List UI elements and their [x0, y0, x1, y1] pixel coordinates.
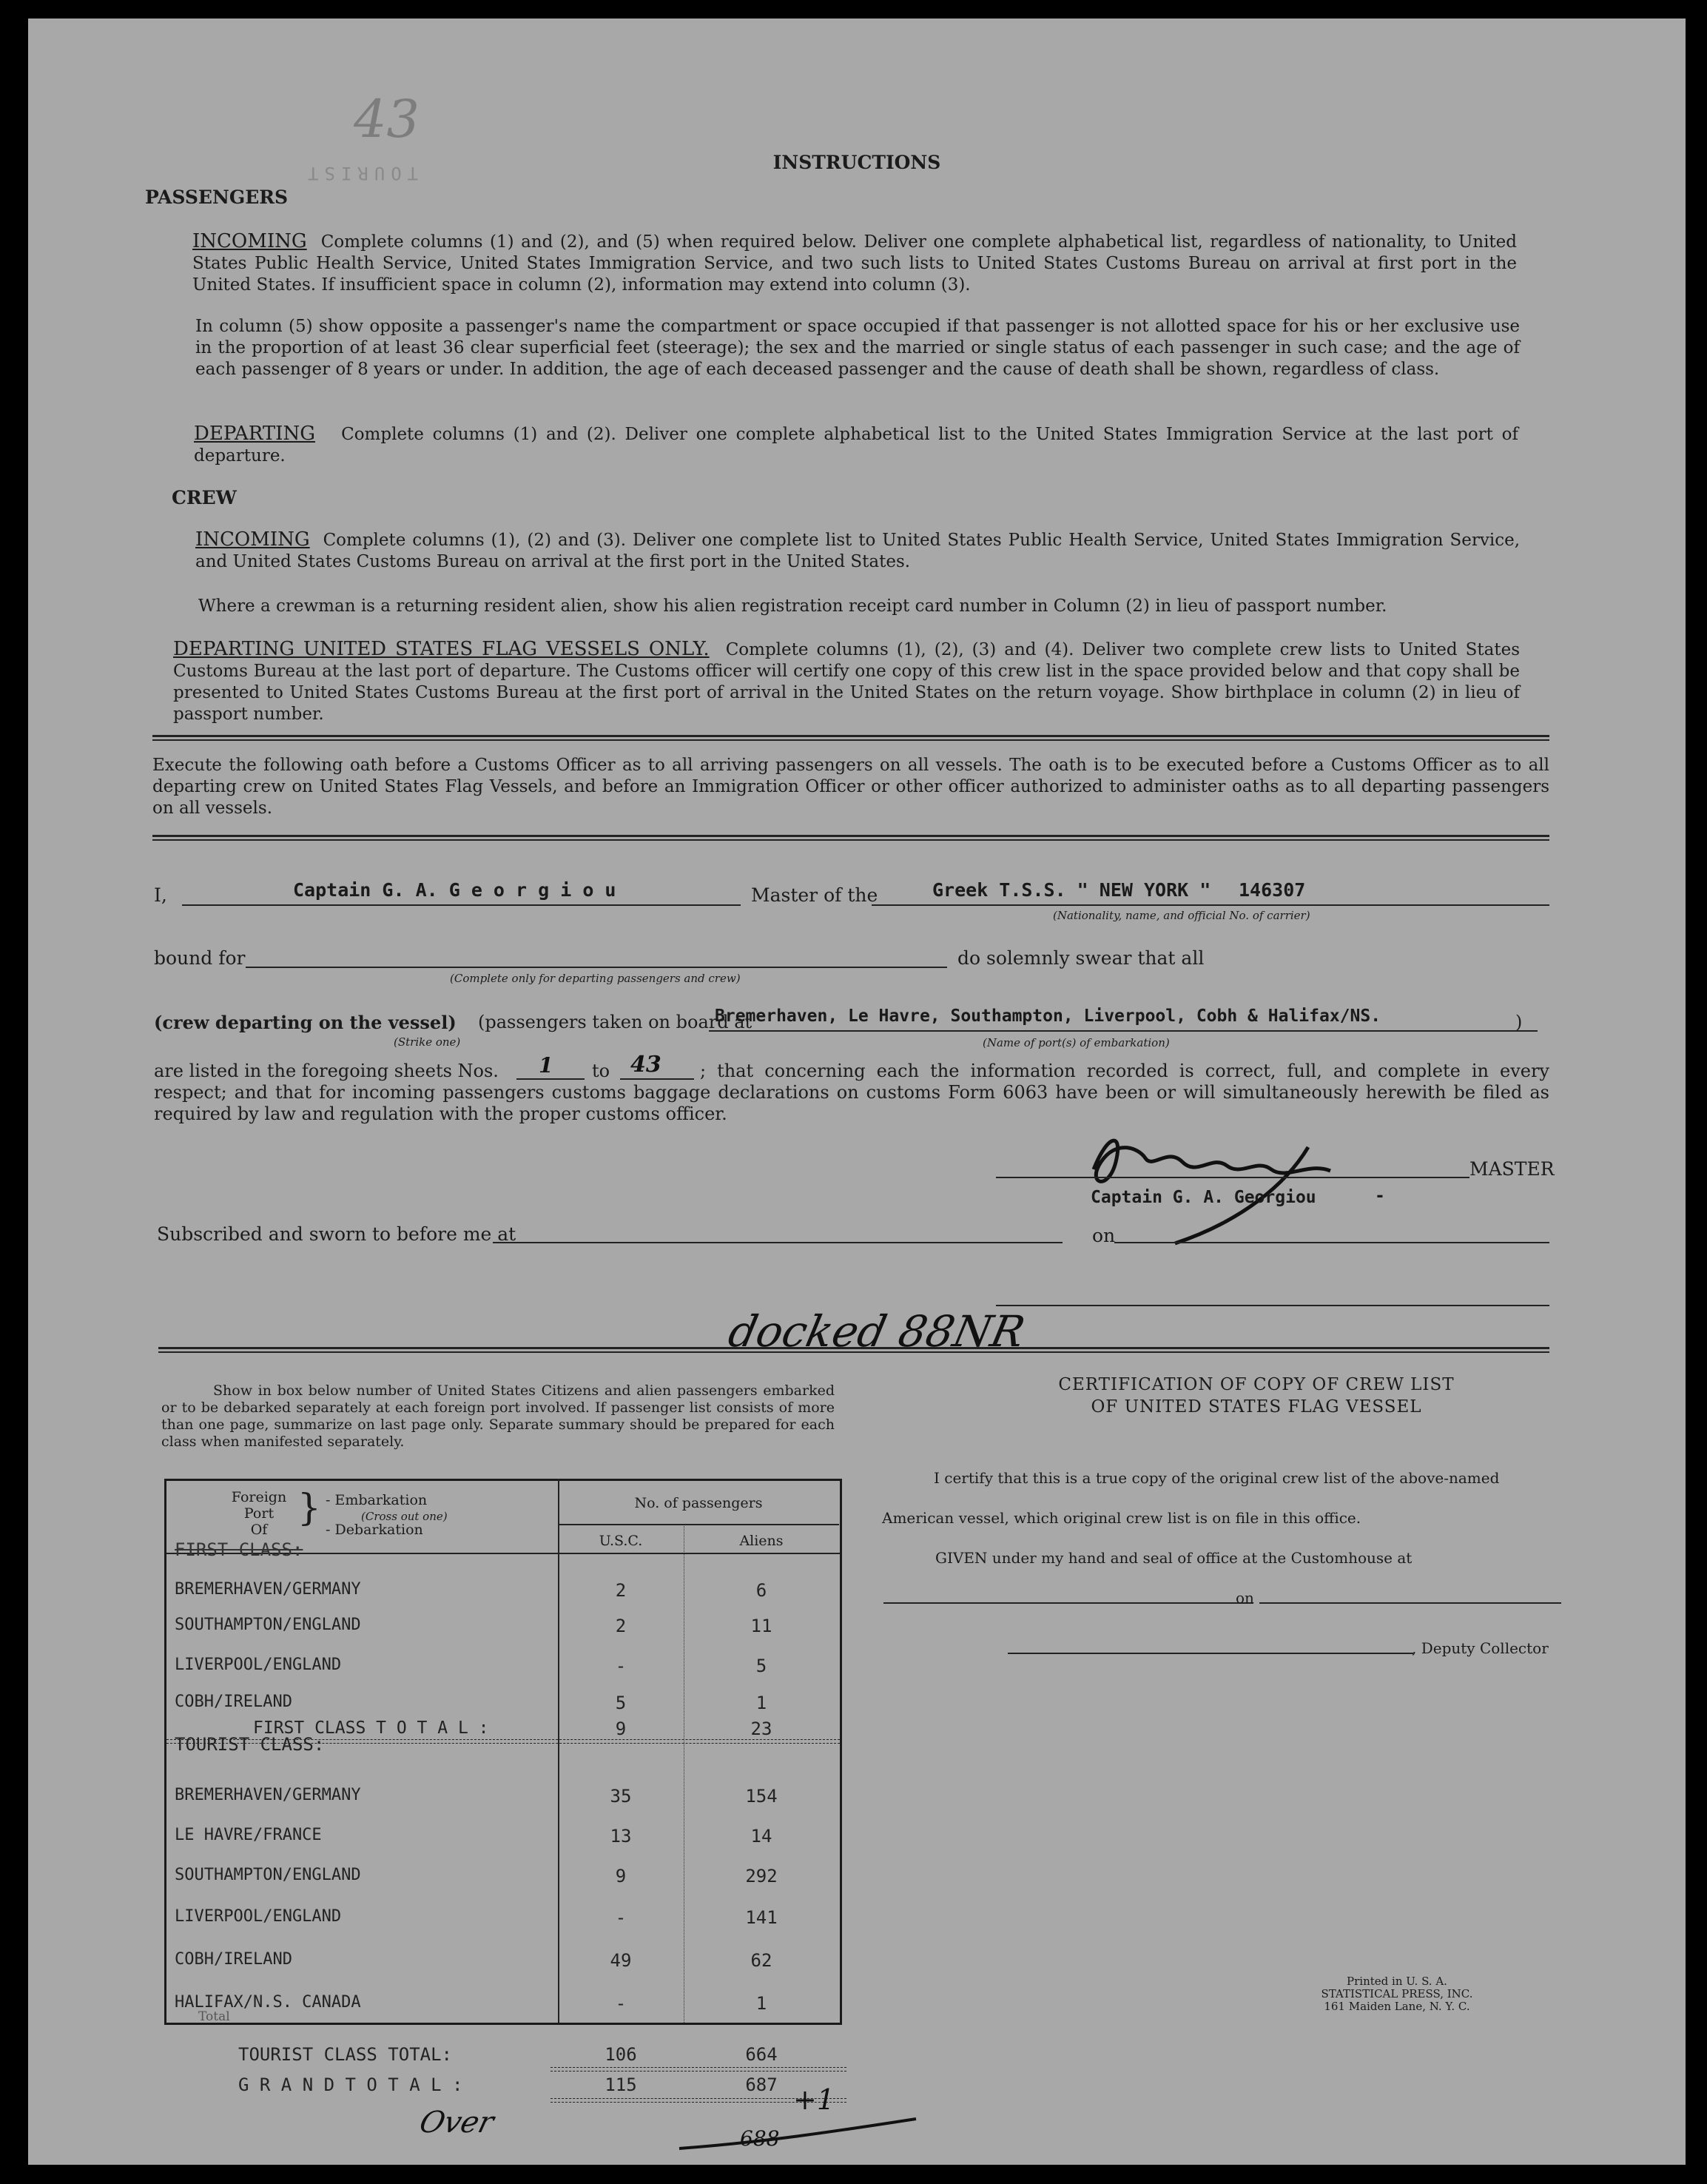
- master-name: Captain G. A. G e o r g i o u: [293, 879, 616, 901]
- row-aliens: 1: [755, 1693, 767, 1713]
- subscribed-on-label: on: [1092, 1225, 1116, 1246]
- crew-departing-text: Complete columns (1), (2), (3) and (4). Deliver two complete crew lists to United States Customs Bureau at the last port of departure. The Customs officer will certify one copy of this crew list in the space provided below and that copy shall be presented to United States Customs Bureau at the first port of arrival in the United States on the return voyage. Show birthplace in column (2) in lieu of passport number.: [173, 640, 1520, 724]
- row-usc: -: [615, 1907, 627, 1928]
- table-col-divider: [558, 1479, 559, 2023]
- row-usc: -: [615, 1656, 627, 1676]
- row-port: HALIFAX/N.S. CANADA: [175, 1993, 361, 2012]
- header-no-passengers: No. of passengers: [634, 1495, 763, 1511]
- row-port: COBH/IRELAND: [175, 1693, 292, 1711]
- close-paren: ): [1515, 1012, 1523, 1032]
- strike-caption: (Strike one): [394, 1035, 461, 1049]
- row-port: LE HAVRE/FRANCE: [175, 1826, 322, 1844]
- header-brace: }: [297, 1486, 321, 1529]
- bound-for-caption: (Complete only for departing passengers and crew): [450, 972, 741, 985]
- handwritten-note: docked 88NR: [724, 1306, 1030, 1357]
- ports-of-embarkation: Bremerhaven, Le Havre, Southampton, Liverpool, Cobh & Halifax/NS.: [715, 1007, 1381, 1026]
- handwritten-sum-stroke: [672, 2113, 923, 2157]
- row-port: LIVERPOOL/ENGLAND: [175, 1656, 342, 1674]
- header-port-line: Port: [243, 1505, 275, 1522]
- row-rule: [551, 2067, 846, 2068]
- row-usc: 35: [610, 1786, 632, 1807]
- document-page: [28, 19, 1686, 2165]
- vessel-name: Greek T.S.S. " NEW YORK ": [932, 879, 1211, 901]
- row-aliens: 5: [755, 1656, 767, 1676]
- sheet-from: 1: [539, 1053, 553, 1078]
- divider: [158, 1351, 1549, 1353]
- cert-title-line1: CERTIFICATION OF COPY OF CREW LIST: [1058, 1375, 1455, 1394]
- header-port: [222, 1489, 296, 1538]
- i-label: I,: [154, 884, 167, 906]
- crew-departing-label: DEPARTING UNITED STATES FLAG VESSELS ONLY.: [173, 638, 710, 660]
- row-port: SOUTHAMPTON/ENGLAND: [175, 1616, 361, 1634]
- oath-intro: Execute the following oath before a Customs Officer as to all arriving passengers on all vessels. The oath is to be executed before a Customs Officer as to all departing crew on United States Flag Vessels, and before an Immigration Officer or other officer authorized to administer oaths as to all departing passengers on all vessels.: [152, 756, 1549, 818]
- vessel-official-no: 146307: [1239, 879, 1306, 901]
- to-label: to: [592, 1061, 610, 1081]
- crew-departing-block: [173, 639, 1520, 725]
- table-header-line: [558, 1524, 839, 1525]
- row-usc: 13: [610, 1826, 632, 1847]
- subscribed-date-line: [1114, 1242, 1549, 1243]
- header-debark: - Debarkation: [326, 1522, 423, 1538]
- tourist-class-label: TOURIST CLASS:: [175, 1734, 325, 1755]
- bound-for-label: bound for: [154, 947, 246, 969]
- vessel-caption: (Nationality, name, and official No. of carrier): [1053, 909, 1310, 922]
- subscribed-place-line: [493, 1242, 1063, 1243]
- row-port: BREMERHAVEN/GERMANY: [175, 1580, 361, 1599]
- passengers-incoming-label: INCOMING: [192, 230, 307, 252]
- header-usc: U.S.C.: [599, 1533, 643, 1549]
- cert-text1: I certify that this is a true copy of the original crew list of the above-named: [934, 1469, 1500, 1487]
- passengers-heading: PASSENGERS: [145, 187, 289, 208]
- passengers-taken-option: (passengers taken on board at: [478, 1012, 753, 1032]
- first-total-usc: 9: [615, 1718, 627, 1739]
- row-aliens: 141: [745, 1907, 778, 1928]
- deputy-label: , Deputy Collector: [1412, 1639, 1549, 1657]
- master-of-label: Master of the: [751, 884, 878, 906]
- row-rule: [551, 2071, 846, 2072]
- cert-on-label: on: [1236, 1589, 1254, 1607]
- row-usc: -: [615, 1993, 627, 2014]
- row-usc: 5: [615, 1693, 627, 1713]
- row-usc: 49: [610, 1950, 632, 1971]
- ports-caption: (Name of port(s) of embarkation): [983, 1036, 1170, 1049]
- row-aliens: 154: [745, 1786, 778, 1807]
- tourist-total-aliens: 664: [745, 2044, 778, 2065]
- divider: [152, 739, 1549, 741]
- swear-label: do solemnly swear that all: [957, 947, 1205, 969]
- row-port: LIVERPOOL/ENGLAND: [175, 1907, 342, 1926]
- sheet-to: 43: [630, 1052, 661, 1078]
- tourist-total-label: TOURIST CLASS TOTAL:: [238, 2044, 452, 2065]
- printer-line: 161 Maiden Lane, N. Y. C.: [1324, 2000, 1470, 2013]
- first-total-label: FIRST CLASS T O T A L :: [253, 1718, 489, 1738]
- grand-total-aliens: 687: [745, 2074, 778, 2095]
- cert-date-line: [1259, 1602, 1561, 1604]
- row-aliens: 14: [750, 1826, 772, 1847]
- printer-line: STATISTICAL PRESS, INC.: [1321, 1987, 1473, 2000]
- cert-title-line2: OF UNITED STATES FLAG VESSEL: [1091, 1397, 1422, 1417]
- divider: [158, 1347, 1549, 1349]
- handwritten-plus: +1: [793, 2083, 835, 2116]
- crew-incoming-label: INCOMING: [195, 528, 310, 551]
- cert-text2: American vessel, which original crew list is on file in this office.: [882, 1509, 1361, 1527]
- crew-incoming-block: [195, 529, 1520, 573]
- row-aliens: 1: [755, 1993, 767, 2014]
- row-usc: 2: [615, 1580, 627, 1601]
- divider: [152, 835, 1549, 837]
- signature-typed: Captain G. A. Georgiou: [1091, 1188, 1316, 1207]
- row-usc: 9: [615, 1866, 627, 1886]
- row-usc: 2: [615, 1616, 627, 1636]
- row-aliens: 292: [745, 1866, 778, 1886]
- row-port: SOUTHAMPTON/ENGLAND: [175, 1866, 361, 1884]
- ports-line: [709, 1030, 1538, 1032]
- faint-stamp: TOURIST: [302, 163, 419, 184]
- tourist-total-usc: 106: [605, 2044, 637, 2065]
- master-name-line: [182, 904, 741, 906]
- crew-incoming-text: Complete columns (1), (2) and (3). Deliver one complete list to United States Public Health Service, United States Immigration Service, and United States Customs Bureau on arrival at the first port in the United States.: [195, 531, 1521, 571]
- handwritten-sum: 688: [740, 2126, 780, 2151]
- handwritten-over: Over: [416, 2106, 497, 2140]
- grand-total-usc: 115: [605, 2074, 637, 2095]
- subscribed-label: Subscribed and sworn to before me at: [157, 1223, 516, 1245]
- passengers-incoming-text: Complete columns (1) and (2), and (5) when required below. Deliver one complete alphabetical list, regardless of nationality, to United States Public Health Service, United States Immigration Service, and two such lists to United States Customs Bureau on arrival at first port in the United States. If insufficient space in column (2), information may extend into column (3).: [192, 232, 1517, 295]
- row-aliens: 62: [750, 1950, 772, 1971]
- printer-line: Printed in U. S. A.: [1347, 1975, 1447, 1988]
- total-faint: Total: [198, 2009, 230, 2024]
- passengers-departing-label: DEPARTING: [194, 423, 315, 445]
- summary-instructions: Show in box below number of United States Citizens and alien passengers embarked or to be debarked separately at each foreign port involved. If passenger list consists of more than one page, summarize on last page only. Separate summary should be prepared for each class when manifested separately.: [161, 1382, 835, 1450]
- header-aliens: Aliens: [739, 1533, 784, 1549]
- row-aliens: 6: [755, 1580, 767, 1601]
- officer-line: [996, 1305, 1549, 1306]
- cert-place-line: [883, 1602, 1253, 1604]
- passengers-column5-text: In column (5) show opposite a passenger's name the compartment or space occupied if that passenger is not allotted space for his or her exclusive use in the proportion of at least 36 clear superficial feet (steerage); the sex and the married or single status of each passenger in such case; and the age of each passenger of 8 years or under. In addition, the age of each deceased passenger and the cause of death shall be shown, regardless of class.: [195, 317, 1520, 379]
- passengers-departing-text: Complete columns (1) and (2). Deliver one complete alphabetical list to the United States Immigration Service at the last port of departure.: [194, 425, 1518, 466]
- page-title: INSTRUCTIONS: [772, 152, 941, 173]
- divider: [152, 735, 1549, 737]
- header-cross: (Cross out one): [361, 1510, 448, 1523]
- divider: [152, 839, 1549, 841]
- row-port: COBH/IRELAND: [175, 1950, 292, 1969]
- passengers-incoming-block: [192, 231, 1517, 296]
- deputy-signature-line: [1008, 1653, 1413, 1654]
- passengers-departing-block: [194, 423, 1518, 467]
- grand-total-label: G R A N D T O T A L :: [238, 2074, 463, 2095]
- master-signature-line: [996, 1177, 1469, 1178]
- row-aliens: 11: [750, 1616, 772, 1636]
- first-class-label: FIRST CLASS:: [175, 1539, 303, 1560]
- row-port: BREMERHAVEN/GERMANY: [175, 1786, 361, 1804]
- header-port-line: Foreign: [231, 1489, 287, 1505]
- cert-text3: GIVEN under my hand and seal of office at the Customhouse at: [935, 1549, 1413, 1567]
- listed-prefix: are listed in the foregoing sheets Nos.: [154, 1061, 499, 1081]
- printer-imprint: [1279, 1975, 1515, 2013]
- header-port-line: Of: [250, 1522, 268, 1538]
- header-embark: - Embarkation: [326, 1492, 428, 1508]
- listed-suffix: ; that concerning each the information recorded is correct, full, and complete in every respect; and that for incoming passengers customs baggage declarations on customs Form 6063 have been or will simultaneously herewith be filed as required by law and regulation with the proper customs officer.: [154, 1061, 1549, 1124]
- first-total-aliens: 23: [750, 1718, 772, 1739]
- crew-heading: CREW: [172, 487, 237, 508]
- master-label: MASTER: [1469, 1158, 1555, 1180]
- corner-mark: 43: [354, 89, 420, 149]
- crew-departing-option: (crew departing on the vessel): [154, 1012, 457, 1033]
- crew-resident-text: Where a crewman is a returning resident alien, show his alien registration receipt card number in Column (2) in lieu of passport number.: [198, 597, 1387, 616]
- signature-dash: -: [1375, 1186, 1385, 1206]
